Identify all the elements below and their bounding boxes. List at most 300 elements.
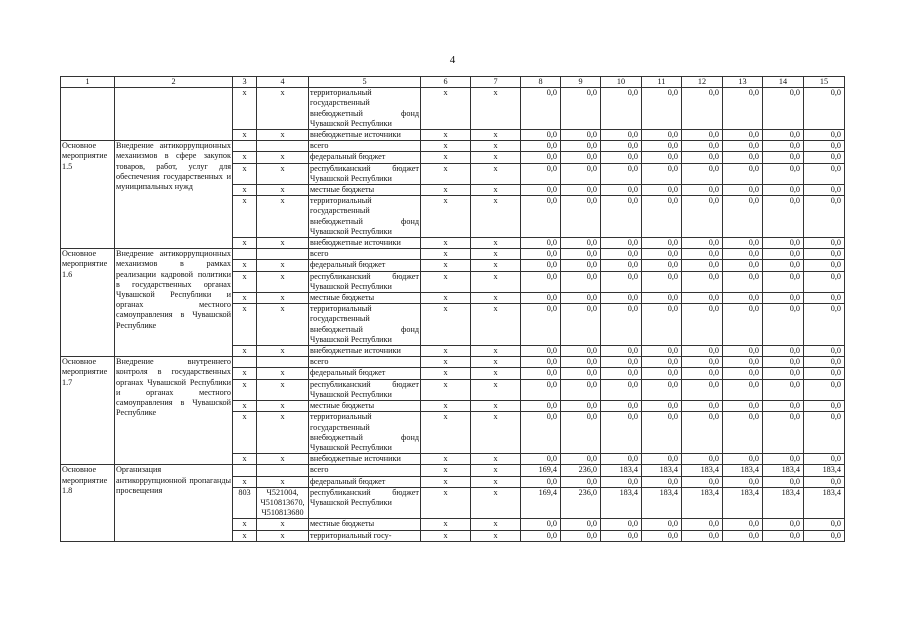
year-value: 183,4 (601, 465, 642, 476)
year-value: 0,0 (804, 346, 845, 357)
year-value: 0,0 (763, 412, 804, 454)
executor-code: х (233, 260, 257, 271)
year-value: 0,0 (682, 196, 723, 238)
year-value: 0,0 (804, 519, 845, 530)
budget-class-code: х (257, 519, 309, 530)
activity-name: Внедрение антикоррупционных механизмов в рамках реализации кадровой политики в государственных органах Чувашской Республики и органах местного самоуправления в Чувашской Республике (115, 249, 233, 357)
col6-value: х (421, 271, 471, 292)
year-value: 0,0 (642, 368, 682, 379)
year-value: 0,0 (723, 163, 763, 184)
year-value: 0,0 (521, 346, 561, 357)
year-value: 0,0 (561, 346, 601, 357)
year-value: 0,0 (561, 271, 601, 292)
year-value: 0,0 (642, 249, 682, 260)
col6-value: х (421, 185, 471, 196)
funding-table (60, 76, 845, 542)
col6-value: х (421, 487, 471, 519)
year-value: 0,0 (723, 530, 763, 541)
column-header-12: 12 (682, 77, 723, 88)
year-value: 169,4 (521, 487, 561, 519)
year-value: 0,0 (561, 412, 601, 454)
executor-code: х (233, 88, 257, 130)
year-value: 0,0 (682, 412, 723, 454)
year-value: 183,4 (723, 487, 763, 519)
year-value: 0,0 (682, 185, 723, 196)
year-value: 0,0 (521, 130, 561, 141)
funding-source: республиканский бюджет Чувашской Республики (310, 379, 419, 399)
col7-value: х (471, 130, 521, 141)
year-value: 0,0 (763, 454, 804, 465)
budget-class-code: х (257, 271, 309, 292)
year-value: 0,0 (601, 185, 642, 196)
executor-code: х (233, 476, 257, 487)
col6-value: х (421, 357, 471, 368)
funding-source: территориальный госу- (309, 530, 421, 541)
budget-class-code: х (257, 196, 309, 238)
year-value: 0,0 (763, 238, 804, 249)
funding-source: территориальный государственный внебюджетный фонд Чувашской Республики (310, 88, 419, 128)
year-value: 0,0 (804, 401, 845, 412)
year-value: 0,0 (763, 293, 804, 304)
funding-source: республиканский бюджет Чувашской Республики (310, 163, 419, 183)
col6-value: х (421, 454, 471, 465)
executor-code: х (233, 412, 257, 454)
col6-value: х (421, 465, 471, 476)
col6-value: х (421, 130, 471, 141)
year-value: 0,0 (601, 260, 642, 271)
budget-class-code: х (257, 346, 309, 357)
year-value: 0,0 (804, 476, 845, 487)
year-value: 0,0 (561, 368, 601, 379)
year-value: 0,0 (561, 304, 601, 346)
year-value: 0,0 (642, 185, 682, 196)
col7-value: х (471, 260, 521, 271)
executor-code: х (233, 152, 257, 163)
column-header-1: 1 (61, 77, 115, 88)
year-value: 0,0 (601, 249, 642, 260)
year-value: 0,0 (763, 88, 804, 130)
year-value: 0,0 (642, 304, 682, 346)
activity-name: Организация антикоррупционной пропаганды просвещения (115, 465, 233, 541)
funding-source: местные бюджеты (309, 519, 421, 530)
year-value: 236,0 (561, 465, 601, 476)
year-value: 0,0 (642, 519, 682, 530)
col7-value: х (471, 379, 521, 400)
activity-code: Основное мероприятие 1.8 (61, 465, 115, 541)
year-value: 0,0 (682, 346, 723, 357)
year-value: 0,0 (601, 304, 642, 346)
executor-code (233, 141, 257, 152)
budget-class-code (257, 357, 309, 368)
executor-code (233, 465, 257, 476)
year-value: 0,0 (682, 454, 723, 465)
year-value: 0,0 (763, 476, 804, 487)
year-value: 0,0 (561, 519, 601, 530)
year-value: 0,0 (601, 196, 642, 238)
year-value: 0,0 (521, 249, 561, 260)
table-row (61, 249, 845, 260)
year-value: 0,0 (763, 152, 804, 163)
col6-value: х (421, 238, 471, 249)
col6-value: х (421, 476, 471, 487)
budget-class-code: х (257, 152, 309, 163)
executor-code (233, 249, 257, 260)
year-value: 0,0 (642, 260, 682, 271)
year-value: 0,0 (682, 130, 723, 141)
funding-source: федеральный бюджет (309, 368, 421, 379)
year-value: 0,0 (723, 346, 763, 357)
year-value: 0,0 (804, 185, 845, 196)
executor-code: х (233, 185, 257, 196)
table-row (61, 88, 845, 130)
col6-value: х (421, 401, 471, 412)
year-value: 0,0 (723, 260, 763, 271)
year-value: 0,0 (723, 185, 763, 196)
year-value: 183,4 (642, 487, 682, 519)
year-value: 0,0 (561, 163, 601, 184)
table-row (61, 141, 845, 152)
column-header-10: 10 (601, 77, 642, 88)
col6-value: х (421, 530, 471, 541)
executor-code: х (233, 401, 257, 412)
year-value: 0,0 (561, 454, 601, 465)
year-value: 0,0 (804, 368, 845, 379)
funding-source: внебюджетные источники (309, 130, 421, 141)
year-value: 0,0 (521, 152, 561, 163)
year-value: 0,0 (521, 238, 561, 249)
year-value: 0,0 (804, 530, 845, 541)
executor-code: 803 (233, 487, 257, 519)
year-value: 0,0 (763, 304, 804, 346)
year-value: 0,0 (521, 163, 561, 184)
year-value: 0,0 (642, 238, 682, 249)
year-value: 0,0 (723, 88, 763, 130)
activity-code: Основное мероприятие 1.6 (61, 249, 115, 357)
funding-source: территориальный государственный внебюджетный фонд Чувашской Республики (310, 196, 419, 236)
year-value: 0,0 (601, 152, 642, 163)
year-value: 0,0 (682, 260, 723, 271)
year-value: 0,0 (601, 379, 642, 400)
col7-value: х (471, 357, 521, 368)
year-value: 0,0 (804, 130, 845, 141)
col7-value: х (471, 454, 521, 465)
year-value: 0,0 (804, 379, 845, 400)
year-value: 0,0 (723, 454, 763, 465)
budget-class-code (257, 141, 309, 152)
funding-source: федеральный бюджет (309, 260, 421, 271)
year-value: 183,4 (642, 465, 682, 476)
year-value: 0,0 (804, 163, 845, 184)
year-value: 0,0 (682, 249, 723, 260)
year-value: 0,0 (723, 238, 763, 249)
activity-code (61, 88, 115, 141)
year-value: 0,0 (682, 519, 723, 530)
year-value: 0,0 (682, 304, 723, 346)
executor-code: х (233, 196, 257, 238)
header-row (61, 77, 845, 88)
col7-value: х (471, 304, 521, 346)
year-value: 0,0 (723, 476, 763, 487)
budget-class-code: х (257, 401, 309, 412)
year-value: 0,0 (723, 141, 763, 152)
column-header-14: 14 (763, 77, 804, 88)
budget-class-code: Ч521004, Ч510813670, Ч510813680 (257, 487, 309, 519)
year-value: 0,0 (601, 141, 642, 152)
year-value: 0,0 (723, 130, 763, 141)
executor-code: х (233, 454, 257, 465)
year-value: 0,0 (682, 476, 723, 487)
year-value: 0,0 (521, 293, 561, 304)
year-value: 0,0 (723, 196, 763, 238)
col6-value: х (421, 379, 471, 400)
year-value: 0,0 (763, 519, 804, 530)
year-value: 0,0 (561, 130, 601, 141)
year-value: 0,0 (723, 412, 763, 454)
year-value: 0,0 (682, 379, 723, 400)
year-value: 183,4 (804, 465, 845, 476)
executor-code: х (233, 368, 257, 379)
col6-value: х (421, 368, 471, 379)
funding-source: внебюджетные источники (309, 238, 421, 249)
executor-code: х (233, 346, 257, 357)
year-value: 0,0 (682, 88, 723, 130)
year-value: 0,0 (521, 196, 561, 238)
funding-source: республиканский бюджет Чувашской Республики (310, 271, 419, 291)
col7-value: х (471, 346, 521, 357)
year-value: 0,0 (521, 260, 561, 271)
column-header-6: 6 (421, 77, 471, 88)
year-value: 0,0 (642, 346, 682, 357)
budget-class-code: х (257, 260, 309, 271)
year-value: 0,0 (642, 476, 682, 487)
year-value: 0,0 (804, 412, 845, 454)
year-value: 0,0 (763, 249, 804, 260)
column-header-8: 8 (521, 77, 561, 88)
year-value: 0,0 (723, 304, 763, 346)
funding-source: республиканский бюджет Чувашской Республики (309, 487, 421, 519)
year-value: 0,0 (723, 293, 763, 304)
year-value: 0,0 (601, 368, 642, 379)
year-value: 183,4 (682, 487, 723, 519)
year-value: 236,0 (561, 487, 601, 519)
year-value: 0,0 (561, 260, 601, 271)
year-value: 0,0 (561, 238, 601, 249)
col6-value: х (421, 412, 471, 454)
column-header-4: 4 (257, 77, 309, 88)
year-value: 0,0 (561, 196, 601, 238)
year-value: 0,0 (642, 141, 682, 152)
column-header-7: 7 (471, 77, 521, 88)
col7-value: х (471, 476, 521, 487)
year-value: 0,0 (763, 185, 804, 196)
executor-code (233, 357, 257, 368)
activity-name (115, 88, 233, 141)
col7-value: х (471, 249, 521, 260)
budget-class-code: х (257, 412, 309, 454)
year-value: 0,0 (763, 368, 804, 379)
year-value: 0,0 (521, 401, 561, 412)
year-value: 0,0 (804, 196, 845, 238)
year-value: 0,0 (601, 88, 642, 130)
year-value: 0,0 (521, 185, 561, 196)
budget-class-code (257, 249, 309, 260)
col7-value: х (471, 88, 521, 130)
executor-code: х (233, 238, 257, 249)
col7-value: х (471, 412, 521, 454)
col6-value: х (421, 141, 471, 152)
funding-source: внебюджетные источники (309, 346, 421, 357)
year-value: 0,0 (561, 185, 601, 196)
year-value: 0,0 (561, 401, 601, 412)
executor-code: х (233, 130, 257, 141)
column-header-3: 3 (233, 77, 257, 88)
col6-value: х (421, 304, 471, 346)
executor-code: х (233, 379, 257, 400)
col6-value: х (421, 249, 471, 260)
year-value: 0,0 (723, 152, 763, 163)
col7-value: х (471, 271, 521, 292)
year-value: 0,0 (642, 196, 682, 238)
year-value: 0,0 (521, 519, 561, 530)
year-value: 0,0 (561, 476, 601, 487)
year-value: 0,0 (642, 293, 682, 304)
year-value: 0,0 (804, 357, 845, 368)
year-value: 0,0 (521, 88, 561, 130)
year-value: 0,0 (561, 249, 601, 260)
funding-source: местные бюджеты (309, 185, 421, 196)
col7-value: х (471, 368, 521, 379)
year-value: 0,0 (601, 163, 642, 184)
col7-value: х (471, 530, 521, 541)
year-value: 0,0 (642, 88, 682, 130)
year-value: 0,0 (642, 152, 682, 163)
year-value: 0,0 (561, 379, 601, 400)
budget-class-code: х (257, 130, 309, 141)
year-value: 0,0 (804, 238, 845, 249)
column-header-9: 9 (561, 77, 601, 88)
funding-source: внебюджетные источники (309, 454, 421, 465)
year-value: 0,0 (682, 368, 723, 379)
year-value: 0,0 (601, 519, 642, 530)
year-value: 0,0 (601, 454, 642, 465)
budget-class-code: х (257, 454, 309, 465)
budget-class-code: х (257, 293, 309, 304)
year-value: 0,0 (642, 357, 682, 368)
year-value: 0,0 (682, 238, 723, 249)
year-value: 0,0 (763, 357, 804, 368)
year-value: 0,0 (561, 293, 601, 304)
budget-class-code: х (257, 163, 309, 184)
year-value: 0,0 (682, 530, 723, 541)
year-value: 0,0 (763, 401, 804, 412)
year-value: 0,0 (561, 152, 601, 163)
col6-value: х (421, 346, 471, 357)
funding-source: всего (309, 141, 421, 152)
col7-value: х (471, 487, 521, 519)
col6-value: х (421, 152, 471, 163)
year-value: 0,0 (723, 519, 763, 530)
year-value: 0,0 (804, 141, 845, 152)
activity-name: Внедрение антикоррупционных механизмов в сфере закупок товаров, работ, услуг для обеспечения государственных и муниципальных нужд (115, 141, 233, 249)
year-value: 0,0 (723, 379, 763, 400)
year-value: 0,0 (521, 304, 561, 346)
page-number: 4 (449, 54, 456, 66)
year-value: 0,0 (723, 271, 763, 292)
year-value: 0,0 (682, 357, 723, 368)
year-value: 0,0 (763, 196, 804, 238)
year-value: 0,0 (642, 530, 682, 541)
col6-value: х (421, 519, 471, 530)
budget-class-code (257, 465, 309, 476)
budget-class-code: х (257, 476, 309, 487)
funding-source: местные бюджеты (309, 293, 421, 304)
year-value: 0,0 (804, 88, 845, 130)
executor-code: х (233, 271, 257, 292)
year-value: 0,0 (804, 454, 845, 465)
year-value: 0,0 (601, 238, 642, 249)
column-header-15: 15 (804, 77, 845, 88)
year-value: 0,0 (601, 271, 642, 292)
executor-code: х (233, 293, 257, 304)
funding-source: всего (309, 357, 421, 368)
activity-code: Основное мероприятие 1.7 (61, 357, 115, 465)
budget-class-code: х (257, 238, 309, 249)
col6-value: х (421, 88, 471, 130)
year-value: 183,4 (682, 465, 723, 476)
col7-value: х (471, 163, 521, 184)
budget-class-code: х (257, 530, 309, 541)
year-value: 0,0 (682, 163, 723, 184)
col7-value: х (471, 141, 521, 152)
year-value: 0,0 (763, 163, 804, 184)
col6-value: х (421, 293, 471, 304)
col7-value: х (471, 238, 521, 249)
funding-source: федеральный бюджет (309, 152, 421, 163)
col7-value: х (471, 401, 521, 412)
col7-value: х (471, 465, 521, 476)
year-value: 0,0 (763, 260, 804, 271)
column-header-13: 13 (723, 77, 763, 88)
year-value: 0,0 (804, 249, 845, 260)
col6-value: х (421, 163, 471, 184)
year-value: 0,0 (682, 293, 723, 304)
year-value: 0,0 (682, 141, 723, 152)
budget-class-code: х (257, 379, 309, 400)
funding-source: территориальный государственный внебюджетный фонд Чувашской Республики (310, 412, 419, 452)
year-value: 0,0 (561, 141, 601, 152)
year-value: 0,0 (723, 368, 763, 379)
year-value: 0,0 (642, 130, 682, 141)
year-value: 0,0 (804, 304, 845, 346)
year-value: 0,0 (642, 412, 682, 454)
table-row (61, 357, 845, 368)
year-value: 0,0 (601, 293, 642, 304)
year-value: 169,4 (521, 465, 561, 476)
year-value: 0,0 (601, 412, 642, 454)
year-value: 0,0 (763, 530, 804, 541)
year-value: 183,4 (723, 465, 763, 476)
year-value: 0,0 (521, 271, 561, 292)
year-value: 183,4 (601, 487, 642, 519)
year-value: 183,4 (763, 487, 804, 519)
year-value: 0,0 (601, 346, 642, 357)
year-value: 183,4 (763, 465, 804, 476)
funding-source: федеральный бюджет (309, 476, 421, 487)
executor-code: х (233, 530, 257, 541)
year-value: 0,0 (521, 476, 561, 487)
year-value: 0,0 (521, 379, 561, 400)
column-header-2: 2 (115, 77, 233, 88)
